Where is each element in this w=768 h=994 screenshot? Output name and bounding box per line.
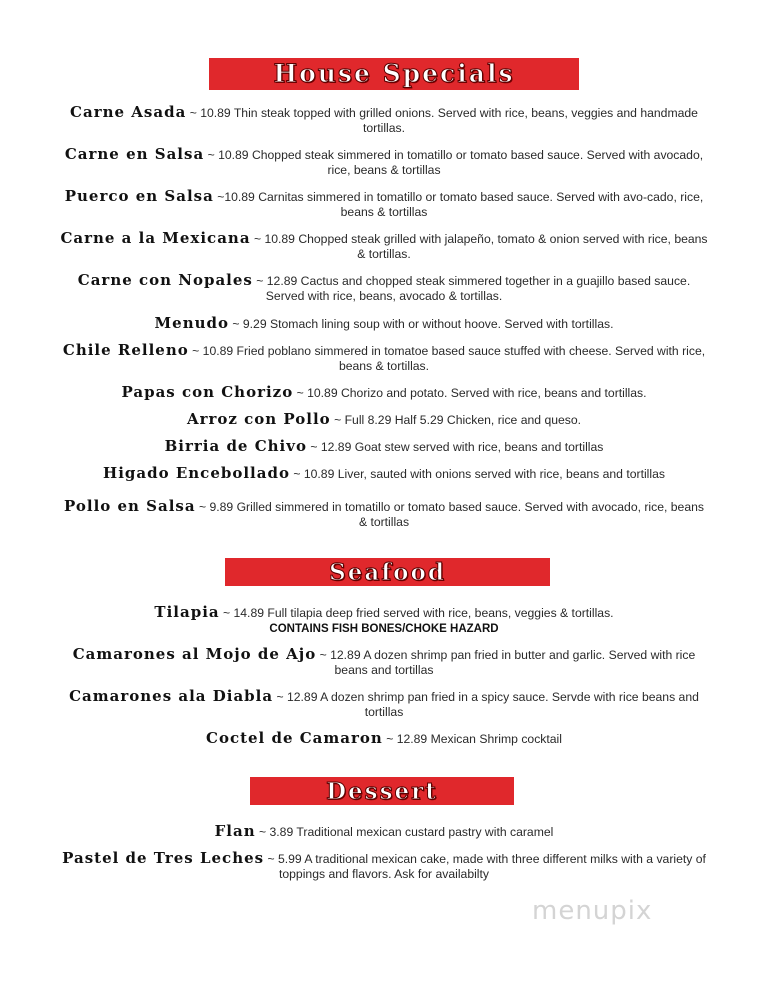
item-description: ~ 10.89 Chopped steak grilled with jalapeño, tomato & onion served with rice, beans & tortillas. (253, 232, 708, 261)
menu-item (60, 316, 708, 332)
item-description: ~ 14.89 Full tilapia deep fried served with rice, beans, veggies & tortillas. (223, 606, 614, 620)
item-name: Papas con Chorizo (121, 383, 294, 401)
item-name: Birria de Chivo (164, 437, 307, 455)
item-name: Chile Relleno (62, 341, 189, 359)
menu-item (60, 731, 708, 747)
item-name: Menudo (154, 314, 229, 332)
item-name: Carne Asada (70, 103, 187, 121)
item-description: ~ 10.89 Fried poblano simmered in tomatoe based sauce stuffed with cheese. Served with rice, beans & tortillas. (192, 344, 706, 373)
item-description: ~ 5.99 A traditional mexican cake, made with three different milks with a variety of toppings and flavors. Ask for availabilty (267, 852, 706, 881)
menu-item (60, 273, 708, 304)
item-description: ~ 10.89 Thin steak topped with grilled onions. Served with rice, beans, veggies and handmade tortillas. (189, 106, 698, 135)
menu-item (60, 343, 708, 374)
item-description: ~ 10.89 Chopped steak simmered in tomatillo or tomato based sauce. Served with avocado, rice, beans & tortillas (207, 148, 704, 177)
menu-item (60, 851, 708, 882)
item-name: Pollo en Salsa (63, 497, 196, 515)
house-specials-heading: House Specials (209, 58, 579, 90)
item-description: ~ 3.89 Traditional mexican custard pastry with caramel (259, 825, 554, 839)
item-name: Carne en Salsa (64, 145, 205, 163)
item-name: Camarones ala Diabla (69, 687, 274, 705)
item-name: Carne con Nopales (77, 271, 253, 289)
item-description: ~ 12.89 A dozen shrimp pan fried in butter and garlic. Served with rice beans and tortillas (319, 648, 696, 677)
menu-item (60, 689, 708, 720)
menu-item (60, 439, 708, 455)
item-description: ~ 9.89 Grilled simmered in tomatillo or tomato based sauce. Served with avocado, rice, beans & tortillas (198, 500, 704, 529)
menu-item (60, 189, 708, 220)
menu-item (60, 499, 708, 530)
item-name: Pastel de Tres Leches (62, 849, 265, 867)
item-description: ~ 10.89 Chorizo and potato. Served with rice, beans and tortillas. (296, 386, 647, 400)
item-name: Camarones al Mojo de Ajo (72, 645, 317, 663)
item-description: ~ 12.89 Cactus and chopped steak simmered together in a guajillo based sauce. Served with rice, beans, avocado & tortillas. (256, 274, 691, 303)
menu-item (60, 385, 708, 401)
item-description: ~ 10.89 Liver, sauted with onions served with rice, beans and tortillas (293, 467, 665, 481)
item-name: Arroz con Pollo (186, 410, 331, 428)
menu-item (60, 412, 708, 428)
item-description: ~10.89 Carnitas simmered in tomatillo or tomato based sauce. Served with avo-cado, rice, beans & tortillas (217, 190, 704, 219)
item-name: Coctel de Camaron (206, 729, 383, 747)
choke-hazard-warning: CONTAINS FISH BONES/CHOKE HAZARD (269, 623, 499, 635)
item-description: ~ 12.89 Goat stew served with rice, beans and tortillas (310, 440, 604, 454)
menu-item (60, 605, 708, 637)
item-name: Higado Encebollado (103, 464, 290, 482)
item-description: ~ Full 8.29 Half 5.29 Chicken, rice and queso. (334, 413, 582, 427)
dessert-heading: Dessert (250, 777, 514, 805)
seafood-heading: Seafood (225, 558, 550, 586)
item-description: ~ 12.89 Mexican Shrimp cocktail (386, 732, 562, 746)
menu-item (60, 466, 708, 482)
menu-item (60, 147, 708, 178)
item-name: Puerco en Salsa (64, 187, 214, 205)
menupix-watermark: menupix (532, 896, 653, 926)
item-name: Carne a la Mexicana (60, 229, 251, 247)
item-description: ~ 9.29 Stomach lining soup with or without hoove. Served with tortillas. (232, 317, 614, 331)
menu-item (60, 647, 708, 678)
menu-item (60, 824, 708, 840)
menu-item (60, 105, 708, 136)
item-name: Tilapia (154, 603, 220, 621)
menu-item (60, 231, 708, 262)
item-name: Flan (214, 822, 256, 840)
item-description: ~ 12.89 A dozen shrimp pan fried in a spicy sauce. Servde with rice beans and tortillas (276, 690, 699, 719)
